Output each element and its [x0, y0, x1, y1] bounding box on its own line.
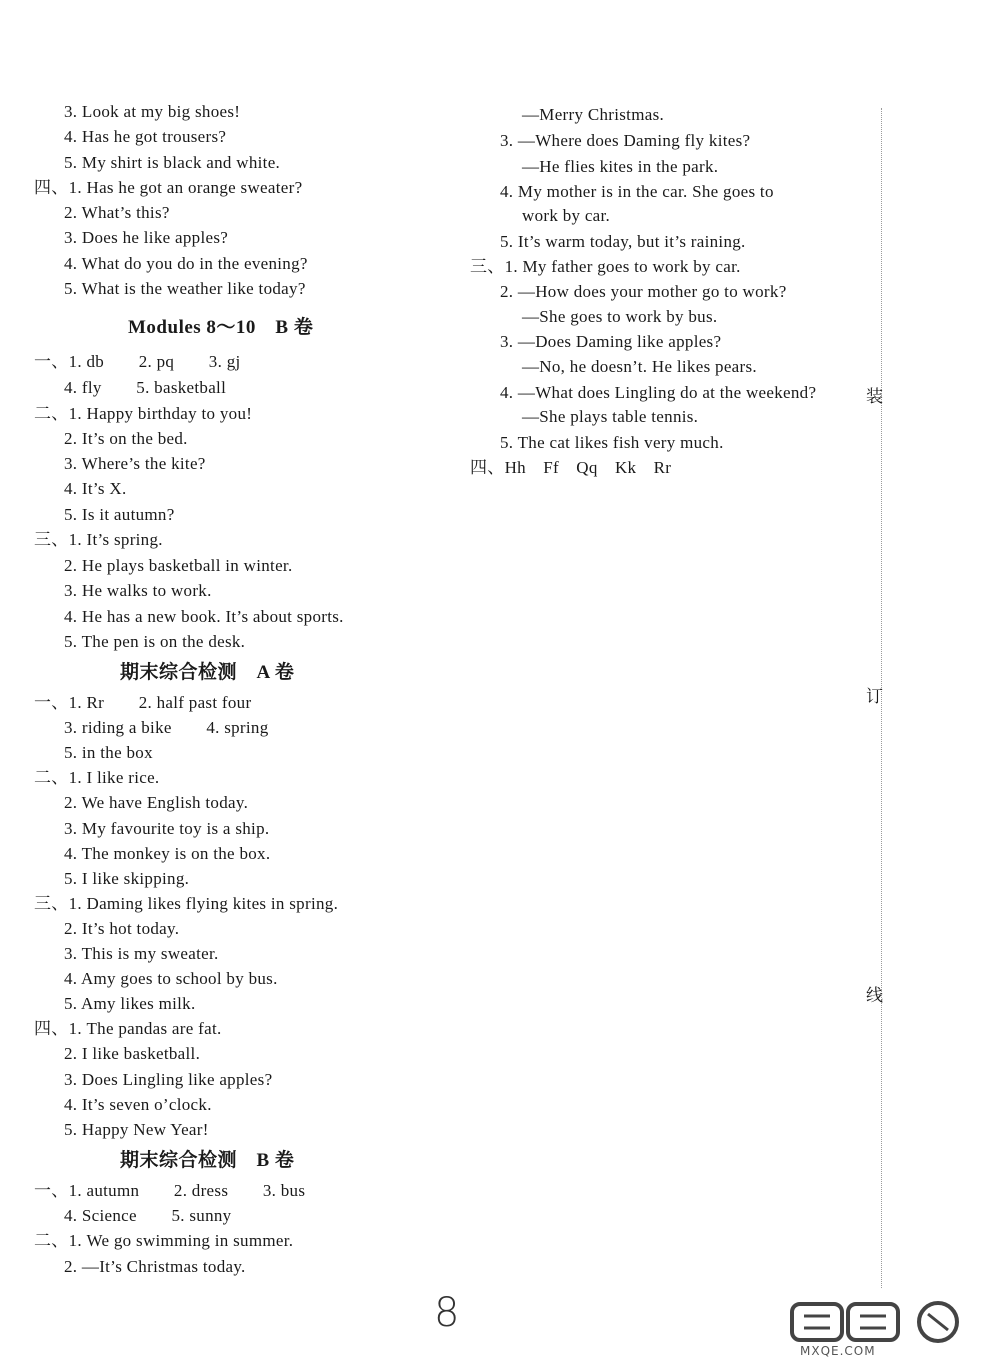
- answer-line: 2. It’s on the bed.: [64, 429, 188, 448]
- answer-line: —She plays table tennis.: [522, 407, 699, 426]
- answer-line: 三、1. Daming likes flying kites in spring.: [34, 894, 339, 913]
- answer-line: 4. What do you do in the evening?: [64, 254, 308, 273]
- answer-line: 5. I like skipping.: [64, 869, 190, 888]
- answer-line: 四、1. Has he got an orange sweater?: [34, 178, 303, 197]
- binding-char-ding: 订: [866, 687, 883, 707]
- answer-line: 2. We have English today.: [64, 793, 249, 812]
- answer-line: 3. He walks to work.: [64, 581, 212, 600]
- answer-line: 4. It’s X.: [64, 479, 127, 498]
- answer-line: 2. What’s this?: [64, 203, 170, 222]
- answer-line: —She goes to work by bus.: [522, 307, 718, 326]
- answer-line: 4. Science 5. sunny: [64, 1206, 232, 1225]
- answer-line: 5. It’s warm today, but it’s raining.: [500, 232, 746, 251]
- answer-line: 4. He has a new book. It’s about sports.: [64, 607, 344, 626]
- answer-line: 5. The pen is on the desk.: [64, 632, 246, 651]
- section-heading: 期末综合检测 B 卷: [120, 1150, 295, 1171]
- watermark-text: MXQE.COM: [800, 1344, 876, 1358]
- answer-line: 5. What is the weather like today?: [64, 279, 306, 298]
- answer-line: 3. Look at my big shoes!: [64, 102, 241, 121]
- section-heading: 期末综合检测 A 卷: [120, 662, 295, 683]
- answer-line: 3. My favourite toy is a ship.: [64, 819, 270, 838]
- answer-line: 3. —Does Daming like apples?: [500, 332, 722, 351]
- answer-line: 3. —Where does Daming fly kites?: [500, 131, 751, 150]
- answer-line: 2. —It’s Christmas today.: [64, 1257, 246, 1276]
- answer-line: 3. Does Lingling like apples?: [64, 1070, 273, 1089]
- section-heading: Modules 8～10 B 卷: [128, 317, 314, 338]
- answer-line: 四、1. The pandas are fat.: [34, 1019, 222, 1038]
- answer-line: —No, he doesn’t. He likes pears.: [522, 357, 757, 376]
- page-number: 8: [434, 1290, 460, 1336]
- answer-line: 4. —What does Lingling do at the weekend?: [500, 383, 817, 402]
- answer-line: 3. riding a bike 4. spring: [64, 718, 269, 737]
- answer-line: 4. Has he got trousers?: [64, 127, 227, 146]
- answer-line: 4. It’s seven o’clock.: [64, 1095, 212, 1114]
- answer-line: 4. Amy goes to school by bus.: [64, 969, 278, 988]
- answer-line: 三、1. It’s spring.: [34, 530, 163, 549]
- answer-line: 5. The cat likes fish very much.: [500, 433, 724, 452]
- answer-line: 二、1. We go swimming in summer.: [34, 1231, 294, 1250]
- answer-line: 一、1. Rr 2. half past four: [34, 693, 252, 712]
- binding-char-xian: 线: [866, 986, 883, 1006]
- answer-line: 3. Where’s the kite?: [64, 454, 206, 473]
- answer-line: 2. —How does your mother go to work?: [500, 282, 787, 301]
- answer-line: 2. He plays basketball in winter.: [64, 556, 293, 575]
- answer-line: 5. Amy likes milk.: [64, 994, 196, 1013]
- answer-line: 二、1. I like rice.: [34, 768, 160, 787]
- answer-line: 4. The monkey is on the box.: [64, 844, 271, 863]
- answer-line: 四、Hh Ff Qq Kk Rr: [470, 458, 672, 477]
- answer-line: 4. fly 5. basketball: [64, 378, 227, 397]
- answer-line: 三、1. My father goes to work by car.: [470, 257, 741, 276]
- binding-char-zhuang: 装: [866, 387, 883, 407]
- answer-line: 二、1. Happy birthday to you!: [34, 404, 253, 423]
- answer-line: 3. Does he like apples?: [64, 228, 229, 247]
- answer-line: 5. Happy New Year!: [64, 1120, 209, 1139]
- answer-line: 2. It’s hot today.: [64, 919, 180, 938]
- watermark: [790, 1300, 995, 1360]
- answer-line: work by car.: [522, 206, 611, 225]
- answer-line: 2. I like basketball.: [64, 1044, 201, 1063]
- answer-line: 5. My shirt is black and white.: [64, 153, 281, 172]
- answer-line: 5. in the box: [64, 743, 153, 762]
- answer-line: 4. My mother is in the car. She goes to: [500, 182, 774, 201]
- answer-line: 5. Is it autumn?: [64, 505, 175, 524]
- answer-line: 一、1. db 2. pq 3. gj: [34, 352, 241, 371]
- answer-line: 3. This is my sweater.: [64, 944, 219, 963]
- answer-line: 一、1. autumn 2. dress 3. bus: [34, 1181, 306, 1200]
- watermark-logo-icon: [790, 1300, 990, 1344]
- answer-line: —He flies kites in the park.: [522, 157, 719, 176]
- answer-line: —Merry Christmas.: [522, 105, 665, 124]
